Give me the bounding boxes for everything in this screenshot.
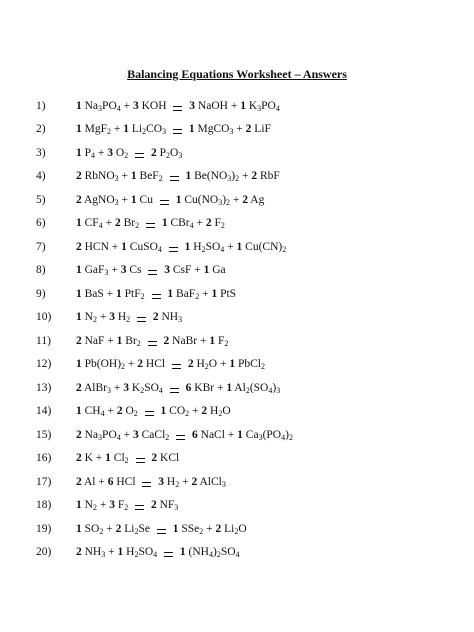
yields-arrow-icon (142, 482, 151, 487)
equation-row (36, 423, 456, 447)
yields-arrow-icon (160, 200, 169, 205)
yields-arrow-icon (148, 341, 157, 346)
equation-row (36, 94, 456, 118)
equation-list (36, 94, 456, 564)
equation-number: 18) (36, 499, 52, 512)
yields-arrow-icon (148, 270, 157, 275)
balanced-equation: 2 $NH_3 + 1$ $H_2SO_4$ 1 $(NH_4)_2SO_4$ (76, 546, 240, 560)
yields-arrow-icon (170, 388, 179, 393)
yields-arrow-icon (169, 247, 178, 252)
yields-arrow-icon (170, 176, 179, 181)
yields-arrow-icon (176, 435, 185, 440)
balanced-equation: 1 $CF_4 + 2$ $Br_2$ 1 CBr$_4$ + 2 $F_2$ (76, 217, 225, 231)
balanced-equation: 2 RbNO$_3$ + 1 BeF$_2$ 1 $Be(NO_3)_2 + 2$ RbF (76, 170, 280, 184)
yields-arrow-icon (157, 529, 166, 534)
balanced-equation: 1 MgF$_2$ + 1 $Li_2CO_3$ 1 MgCO$_3$ + 2 LiF (76, 123, 271, 137)
equation-number: 14) (36, 405, 52, 418)
balanced-equation: 2 HCN + 1 CuSO$_4$ 1 $H_2SO_4 + 1$ $Cu(CN)_2$ (76, 240, 287, 254)
yields-arrow-icon (164, 552, 173, 557)
yields-arrow-icon (135, 153, 144, 158)
equation-row (36, 141, 456, 165)
equation-row (36, 541, 456, 565)
equation-number: 8) (36, 264, 46, 277)
balanced-equation: 2 $Na_3PO_4 + 3$ CaCl$_2$ 6 NaCl + 1 $Ca_3(PO_4)_2$ (76, 428, 293, 442)
equation-number: 19) (36, 522, 52, 535)
equation-number: 4) (36, 170, 46, 183)
equation-number: 10) (36, 311, 52, 324)
yields-arrow-icon (173, 129, 182, 134)
equation-number: 13) (36, 381, 52, 394)
balanced-equation: 1 $N_2 + 3$ $H_2$ 2 $NH_3$ (76, 311, 183, 325)
yields-arrow-icon (145, 411, 154, 416)
equation-row (36, 188, 456, 212)
equation-number: 17) (36, 475, 52, 488)
equation-number: 6) (36, 217, 46, 230)
yields-arrow-icon (136, 458, 145, 463)
equation-row (36, 282, 456, 306)
balanced-equation: 2 NaF + 1 $Br_2$ 2 NaBr + 1 $F_2$ (76, 334, 229, 348)
equation-row (36, 259, 456, 283)
yields-arrow-icon (146, 223, 155, 228)
equation-number: 5) (36, 193, 46, 206)
equation-row (36, 235, 456, 259)
equation-number: 12) (36, 358, 52, 371)
yields-arrow-icon (152, 294, 161, 299)
balanced-equation: 1 $N_2 + 3$ $F_2$ 2 $NF_3$ (76, 499, 179, 513)
equation-number: 20) (36, 546, 52, 559)
balanced-equation: 1 $P_4 + 3$ $O_2$ 2 $P_2O_3$ (76, 146, 183, 160)
equation-number: 3) (36, 146, 46, 159)
yields-arrow-icon (137, 317, 146, 322)
equation-row (36, 470, 456, 494)
equation-number: 1) (36, 99, 46, 112)
balanced-equation: 2 K + 1 $Cl_2$ 2 KCl (76, 452, 180, 466)
equation-number: 16) (36, 452, 52, 465)
balanced-equation: 1 $SO_2 + 2$ $Li_2Se$ 1 SSe$_2$ + 2 $Li_2O$ (76, 522, 247, 536)
equation-row (36, 353, 456, 377)
yields-arrow-icon (135, 505, 144, 510)
equation-row (36, 118, 456, 142)
worksheet-title: Balancing Equations Worksheet – Answers (127, 67, 347, 81)
balanced-equation: 1 $CH_4 + 2$ $O_2$ 1 $CO_2 + 2$ $H_2O$ (76, 405, 231, 419)
balanced-equation: 1 $Pb(OH)_2 + 2$ HCl 2 $H_2O + 1$ PbCl$_2$ (76, 358, 265, 372)
equation-row (36, 494, 456, 518)
equation-row (36, 447, 456, 471)
equation-row (36, 376, 456, 400)
equation-row (36, 165, 456, 189)
balanced-equation: 2 AlBr$_3$ + 3 $K_2SO_4$ 6 KBr + 1 $Al_2(SO_4)_3$ (76, 381, 281, 395)
balanced-equation: 2 AgNO$_3$ + 1 Cu 1 $Cu(NO_3)_2 + 2$ Ag (76, 193, 265, 207)
equation-row (36, 306, 456, 330)
balanced-equation: 1 BaS + 1 PtF$_2$ 1 BaF$_2$ + 1 PtS (76, 287, 237, 301)
equation-number: 11) (36, 334, 51, 347)
equation-number: 9) (36, 287, 46, 300)
balanced-equation: 1 GaF$_3$ + 3 Cs 3 CsF + 1 Ga (76, 264, 226, 278)
equation-row (36, 400, 456, 424)
yields-arrow-icon (173, 106, 182, 111)
balanced-equation: 1 $Na_3PO_4 + 3$ KOH 3 NaOH + 1 $K_3PO_4$ (76, 99, 280, 113)
balanced-equation: 2 Al + 6 HCl 3 $H_2 + 2$ AlCl$_3$ (76, 475, 226, 489)
yields-arrow-icon (172, 364, 181, 369)
equation-number: 2) (36, 123, 46, 136)
equation-row (36, 212, 456, 236)
equation-number: 15) (36, 428, 52, 441)
equation-row (36, 517, 456, 541)
equation-number: 7) (36, 240, 46, 253)
equation-row (36, 329, 456, 353)
